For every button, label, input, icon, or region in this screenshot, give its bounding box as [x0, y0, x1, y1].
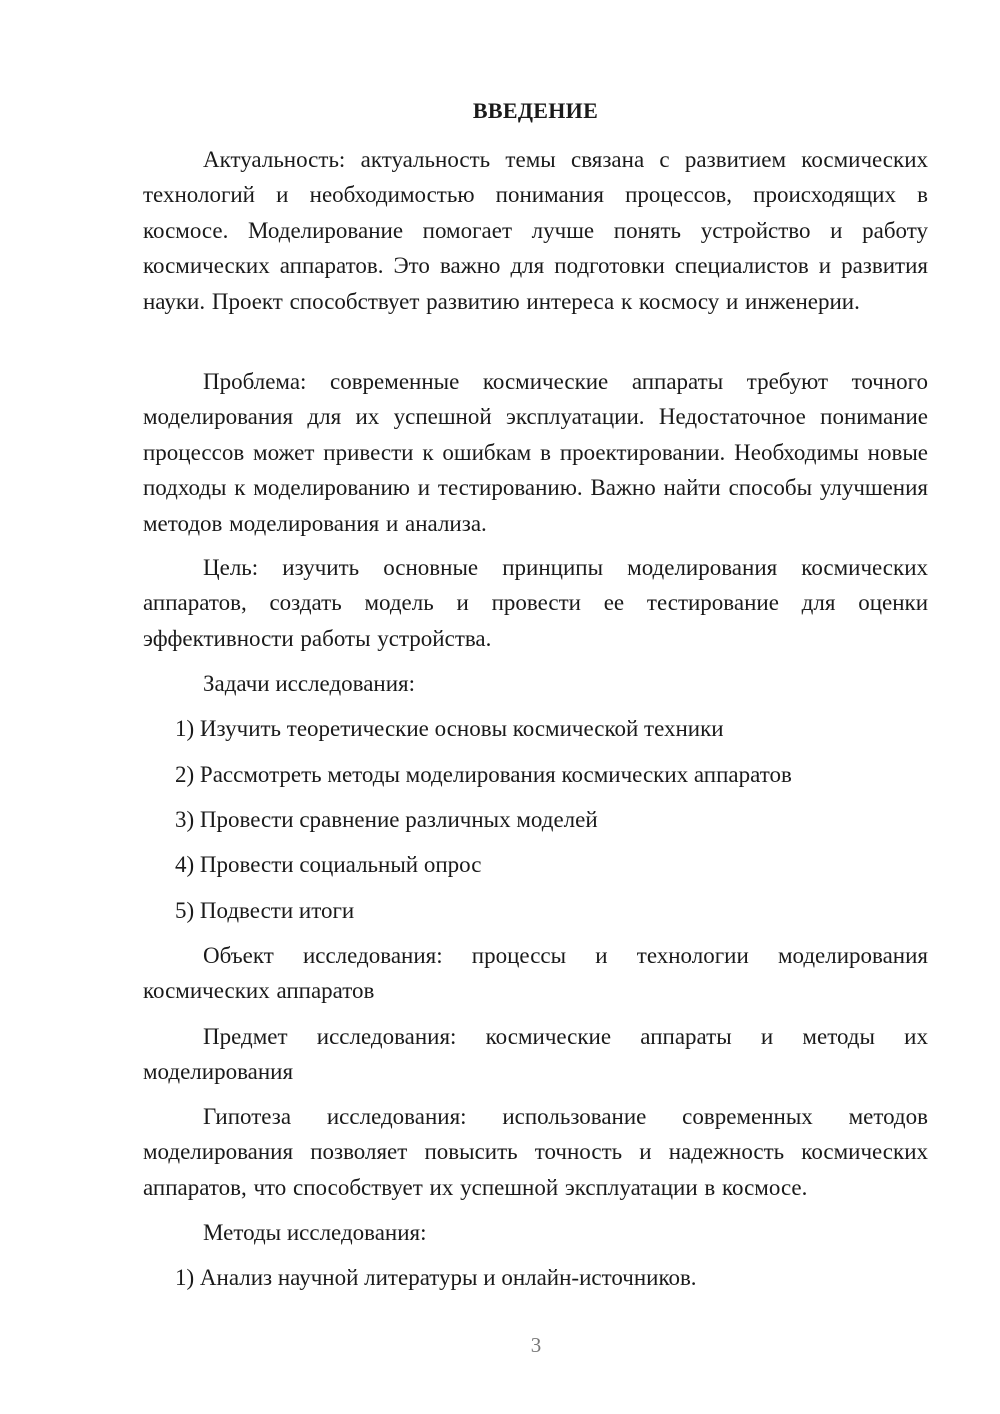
task-item-1: 1) Изучить теоретические основы космической техники: [175, 716, 724, 741]
hypothesis-paragraph: Гипотеза исследования: использование современных методов моделирования позволяет повысить точность и надежность космических аппаратов, что способствует их успешной эксплуатации в космосе.: [143, 1104, 928, 1200]
task-item-4: 4) Провести социальный опрос: [175, 852, 482, 877]
page-number: 3: [530, 1333, 542, 1357]
task-item-3: 3) Провести сравнение различных моделей: [175, 807, 598, 832]
problem-paragraph: Проблема: современные космические аппараты требуют точного моделирования для их успешной эксплуатации. Недостаточное понимание процессов может привести к ошибкам в проектировании. Необходимы новые подходы к моделированию и тестированию. Важно найти способы улучшения методов моделирования и анализа.: [143, 369, 928, 536]
section-heading: ВВЕДЕНИЕ: [472, 98, 599, 123]
subject-paragraph: Предмет исследования: космические аппараты и методы их моделирования: [143, 1024, 928, 1085]
tasks-label: Задачи исследования:: [203, 671, 416, 696]
relevance-paragraph: Актуальность: актуальность темы связана с развитием космических технологий и необходимостью понимания процессов, происходящих в космосе. Моделирование помогает лучше понять устройство и работу космических аппаратов. Это важно для подготовки специалистов и развития науки. Проект способствует развитию интереса к космосу и инженерии.: [143, 147, 928, 314]
task-item-2: 2) Рассмотреть методы моделирования космических аппаратов: [175, 762, 792, 787]
task-item-5: 5) Подвести итоги: [175, 898, 355, 923]
object-paragraph: Объект исследования: процессы и технологии моделирования космических аппаратов: [143, 943, 928, 1004]
goal-paragraph: Цель: изучить основные принципы моделирования космических аппаратов, создать модель и провести ее тестирование для оценки эффективности работы устройства.: [143, 555, 928, 651]
methods-label: Методы исследования:: [203, 1220, 427, 1245]
method-item-1: 1) Анализ научной литературы и онлайн-источников.: [175, 1265, 697, 1290]
